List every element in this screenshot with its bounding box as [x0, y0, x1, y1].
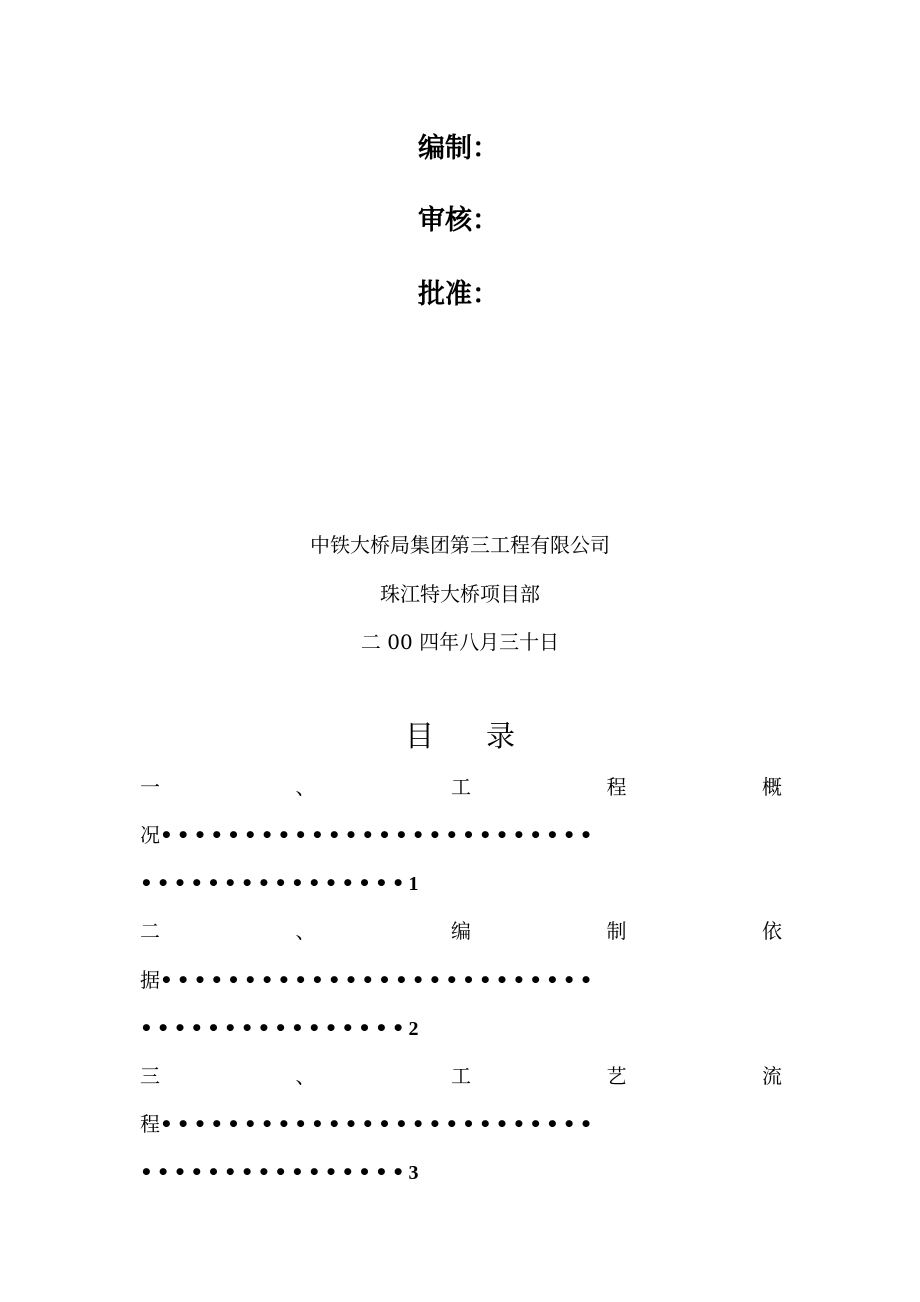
compile-label: 编制： [418, 133, 499, 164]
review-label: 审核： [418, 205, 499, 236]
toc-char: 制 [606, 919, 627, 943]
toc-title [405, 719, 516, 753]
toc-char: 、 [295, 1064, 316, 1088]
dot-leader: •••••••••••••••• [140, 873, 409, 894]
toc-char: 编 [451, 919, 471, 943]
toc-char: 工 [451, 1064, 471, 1088]
toc-title-char: 录 [486, 719, 516, 753]
toc-entry-1-page-line [140, 873, 790, 894]
toc-entry-3-heading[interactable] [140, 1066, 782, 1086]
toc-page-number[interactable]: 3 [408, 1162, 419, 1183]
toc-entry-2-heading[interactable] [140, 921, 782, 941]
toc-entry-3-page-line [140, 1162, 790, 1183]
approve-label: 批准： [418, 279, 499, 310]
toc-entry-1-leader [140, 825, 790, 845]
dot-leader: •••••••••••••••• [140, 1018, 409, 1039]
toc-char: 概 [762, 775, 782, 799]
dot-leader: •••••••••••••••• [140, 1162, 409, 1183]
dot-leader: •••••••••••••••••••••••••• [160, 970, 597, 990]
toc-char: 程 [140, 1114, 160, 1134]
toc-char: 艺 [606, 1064, 627, 1088]
toc-entry-3-leader [140, 1114, 790, 1134]
document-date: 二 00 四年八月三十日 [360, 630, 560, 654]
toc-entry-2-leader [140, 970, 790, 990]
toc-char: 、 [295, 775, 316, 799]
toc-title-char: 目 [405, 719, 435, 753]
dot-leader: •••••••••••••••••••••••••• [160, 825, 597, 845]
company-name: 中铁大桥局集团第三工程有限公司 [310, 533, 610, 557]
toc-char: 流 [762, 1064, 782, 1088]
toc-char: 三 [140, 1064, 160, 1088]
toc-entry-1-heading[interactable] [140, 777, 782, 797]
dot-leader: •••••••••••••••••••••••••• [160, 1114, 597, 1134]
toc-page-number[interactable]: 2 [408, 1018, 419, 1039]
toc-char: 一 [140, 775, 160, 799]
toc-entry-2-page-line [140, 1018, 790, 1039]
toc-char: 据 [140, 970, 160, 990]
toc-char: 况 [140, 825, 160, 845]
toc-page-number[interactable]: 1 [408, 873, 419, 894]
toc-char: 工 [451, 775, 471, 799]
toc-char: 依 [762, 919, 782, 943]
toc-char: 、 [295, 919, 316, 943]
project-department: 珠江特大桥项目部 [380, 582, 540, 606]
toc-char: 程 [606, 775, 627, 799]
toc-char: 二 [140, 919, 160, 943]
